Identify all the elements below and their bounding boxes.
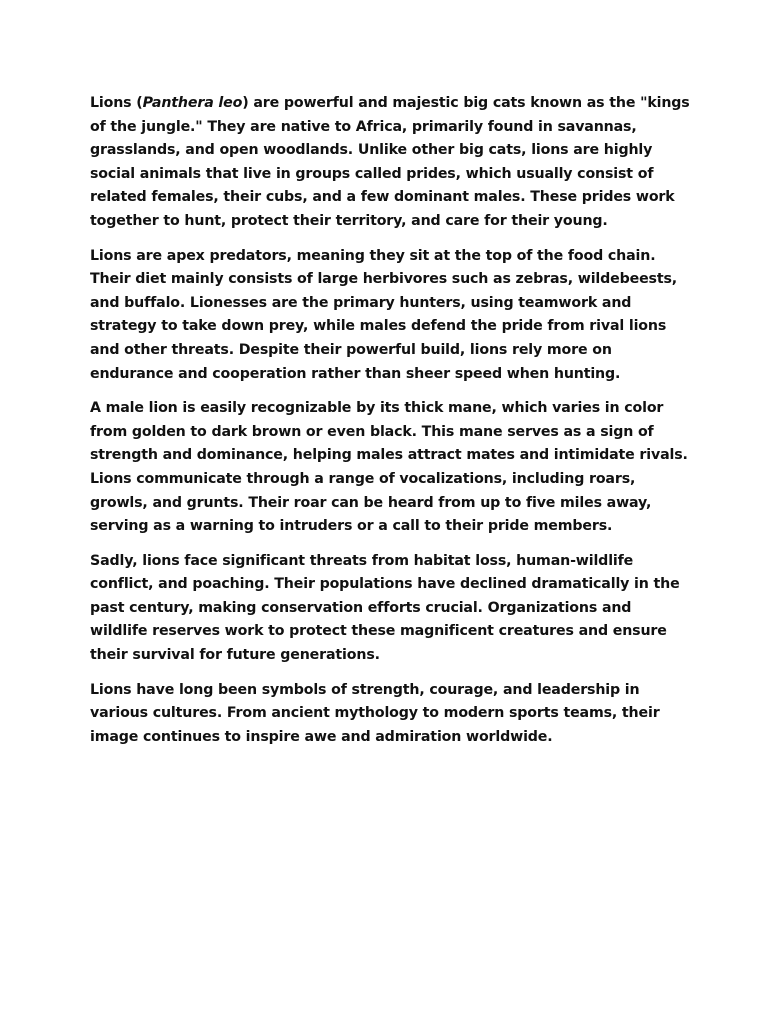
paragraph-intro [90, 92, 690, 234]
paragraph-threats: Sadly, lions face significant threats from habitat loss, human-wildlife conflict, and poaching. Their populations have declined dramatically in the past century, making conservation efforts crucial. Organizations and wildlife reserves work to protect these magnificent creatures and ensure their survival for future generations. [90, 552, 680, 664]
paragraph-intro-prefix: Lions ( [90, 95, 143, 111]
paragraph-mane: A male lion is easily recognizable by its thick mane, which varies in color from golden to dark brown or even black. This mane serves as a sign of strength and dominance, helping males attract mates and intimidate rivals. Lions communicate through a range of vocalizations, including roars, growls, and grunts. Their roar can be heard from up to five miles away, serving as a warning to intruders or a call to their pride members. [90, 400, 688, 535]
document-body [90, 92, 690, 760]
paragraph-diet: Lions are apex predators, meaning they sit at the top of the food chain. Their diet mainly consists of large herbivores such as zebras, wildebeests, and buffalo. Lionesses are the primary hunters, using teamwork and strategy to take down prey, while males defend the pride from rival lions and other threats. Despite their powerful build, lions rely more on endurance and cooperation rather than sheer speed when hunting. [90, 247, 678, 382]
paragraph-symbolism: Lions have long been symbols of strength, courage, and leadership in various cultures. From ancient mythology to modern sports teams, their image continues to inspire awe and admiration worldwide. [90, 681, 660, 745]
species-name: Panthera leo [142, 95, 243, 111]
paragraph-intro-text: ) are powerful and majestic big cats known as the "kings of the jungle." They are native to Africa, primarily found in savannas, grasslands, and open woodlands. Unlike other big cats, lions are highly social animals that live in groups called prides, which usually consist of related females, their cubs, and a few dominant males. These prides work together to hunt, protect their territory, and care for their young. [90, 95, 690, 229]
